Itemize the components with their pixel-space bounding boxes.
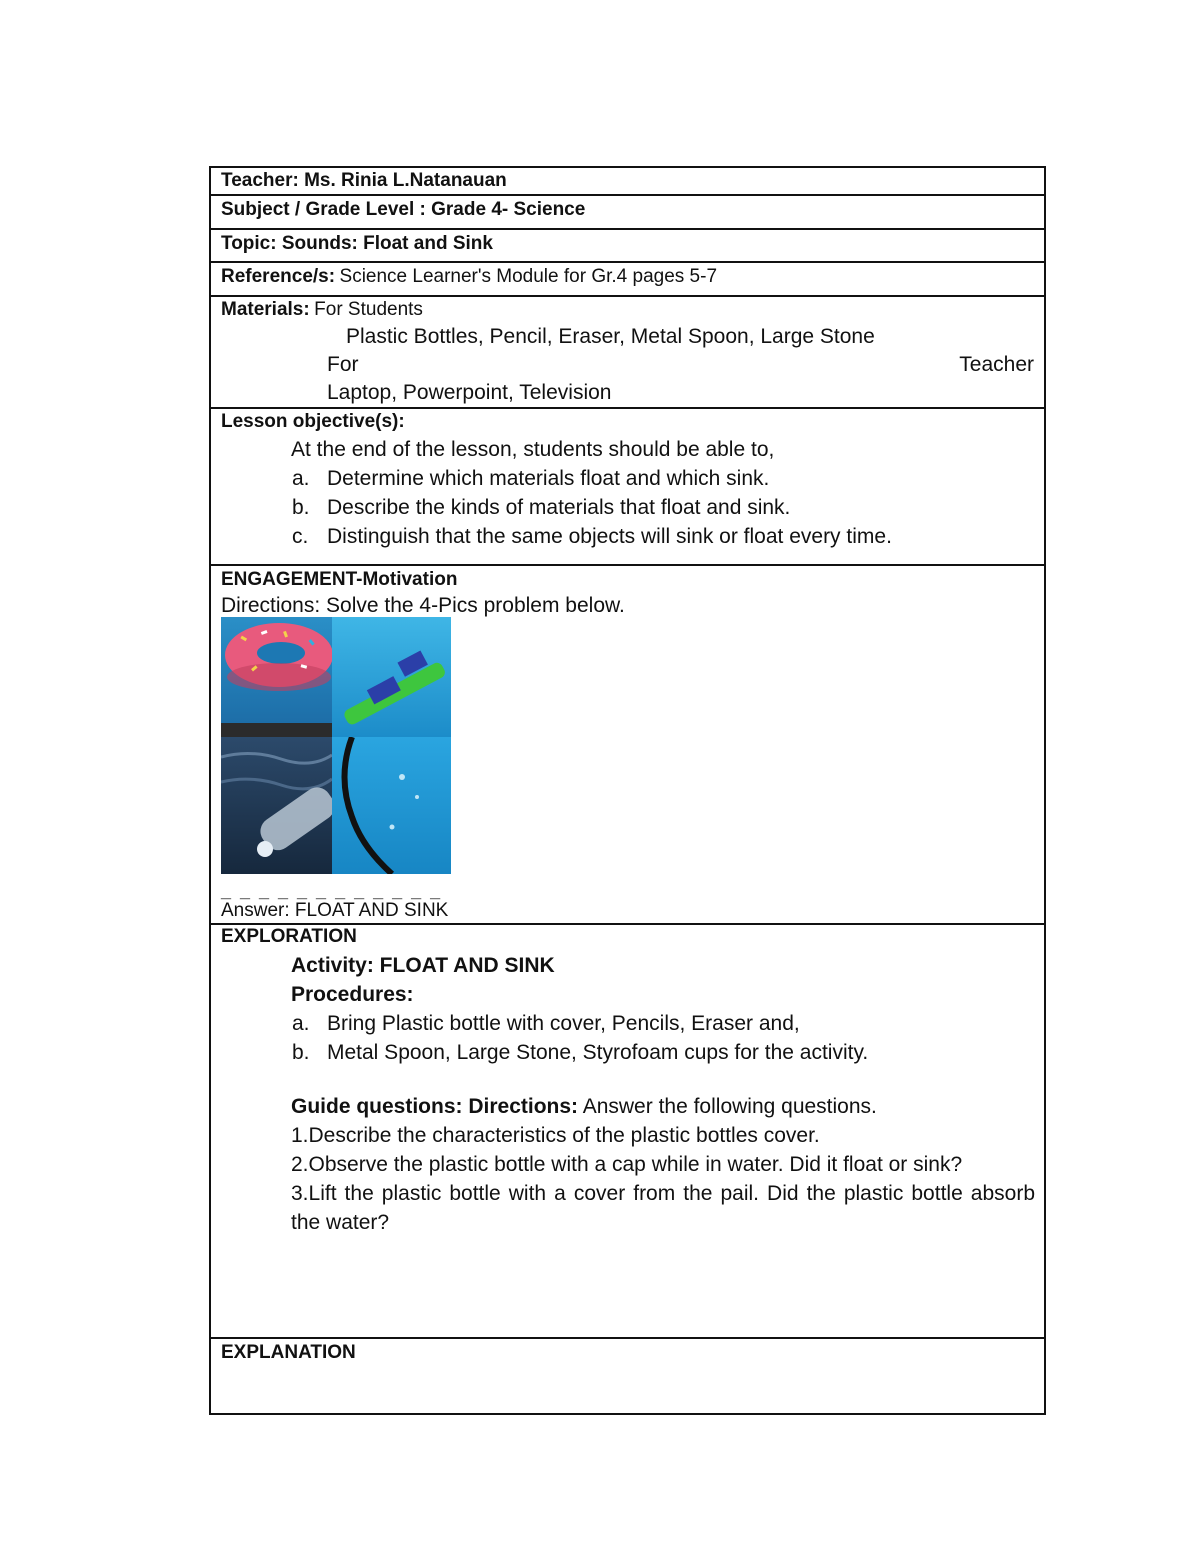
objectives-list	[221, 464, 1034, 551]
objective-item: c. Distinguish that the same objects will sink or float every time.	[292, 525, 892, 548]
procedures-list	[221, 1009, 1034, 1067]
guide-questions-heading: Guide questions: Directions: Answer the following questions.	[291, 1095, 877, 1118]
topic-row	[211, 230, 1044, 263]
teacher-row	[211, 168, 1044, 196]
references-row	[211, 263, 1044, 297]
subject-row	[211, 196, 1044, 230]
materials-students-items: Plastic Bottles, Pencil, Eraser, Metal Spoon, Large Stone	[346, 325, 875, 348]
procedures-label: Procedures:	[291, 983, 414, 1006]
lesson-plan-table	[209, 166, 1046, 1415]
references-label: Reference/s:	[221, 266, 336, 287]
guide-question: 2.Observe the plastic bottle with a cap while in water. Did it float or sink?	[291, 1153, 963, 1176]
materials-teacher-word: Teacher	[959, 353, 1034, 376]
guide-question: 3.Lift the plastic bottle with a cover from the pail. Did the plastic bottle absorb the water?	[291, 1182, 1035, 1234]
subject-label: Subject / Grade Level : Grade 4- Science	[221, 199, 586, 220]
objective-item: b. Describe the kinds of materials that float and sink.	[292, 496, 791, 519]
objective-item: a. Determine which materials float and which sink.	[292, 467, 770, 490]
objectives-intro: At the end of the lesson, students should be able to,	[291, 438, 775, 461]
topic-label: Topic: Sounds: Float and Sink	[221, 233, 493, 254]
procedure-item: b. Metal Spoon, Large Stone, Styrofoam cups for the activity.	[292, 1041, 869, 1064]
donut-float-image	[221, 617, 332, 723]
sinking-object-image	[332, 737, 451, 874]
guide-question: 1.Describe the characteristics of the plastic bottles cover.	[291, 1124, 820, 1147]
engagement-label: ENGAGEMENT-Motivation	[221, 569, 458, 590]
references-value: Science Learner's Module for Gr.4 pages 5-7	[339, 266, 718, 287]
answer-blanks: _ _ _ _ _ _ _ _ _ _ _ _	[221, 881, 443, 901]
procedure-item: a. Bring Plastic bottle with cover, Pencils, Eraser and,	[292, 1012, 800, 1035]
pool-noodle-image	[332, 617, 451, 737]
teacher-label: Teacher: Ms. Rinia L.Natanauan	[221, 170, 507, 191]
floating-bottle-image	[221, 737, 332, 874]
explanation-row	[211, 1339, 1044, 1413]
engagement-directions: Directions: Solve the 4-Pics problem below.	[221, 594, 625, 617]
four-pics-image	[221, 617, 451, 874]
objectives-row	[211, 409, 1044, 566]
materials-label: Materials:	[221, 299, 310, 320]
materials-row	[211, 297, 1044, 409]
exploration-row	[211, 925, 1044, 1339]
explanation-label: EXPLANATION	[221, 1342, 356, 1363]
objectives-label: Lesson objective(s):	[221, 411, 405, 432]
materials-students-label: For Students	[314, 299, 423, 320]
materials-teacher-for: For	[327, 353, 359, 376]
engagement-row	[211, 566, 1044, 925]
engagement-answer: Answer: FLOAT AND SINK	[221, 900, 449, 921]
exploration-label: EXPLORATION	[221, 926, 357, 947]
materials-teacher-items: Laptop, Powerpoint, Television	[327, 381, 612, 404]
activity-title: Activity: FLOAT AND SINK	[291, 954, 555, 977]
